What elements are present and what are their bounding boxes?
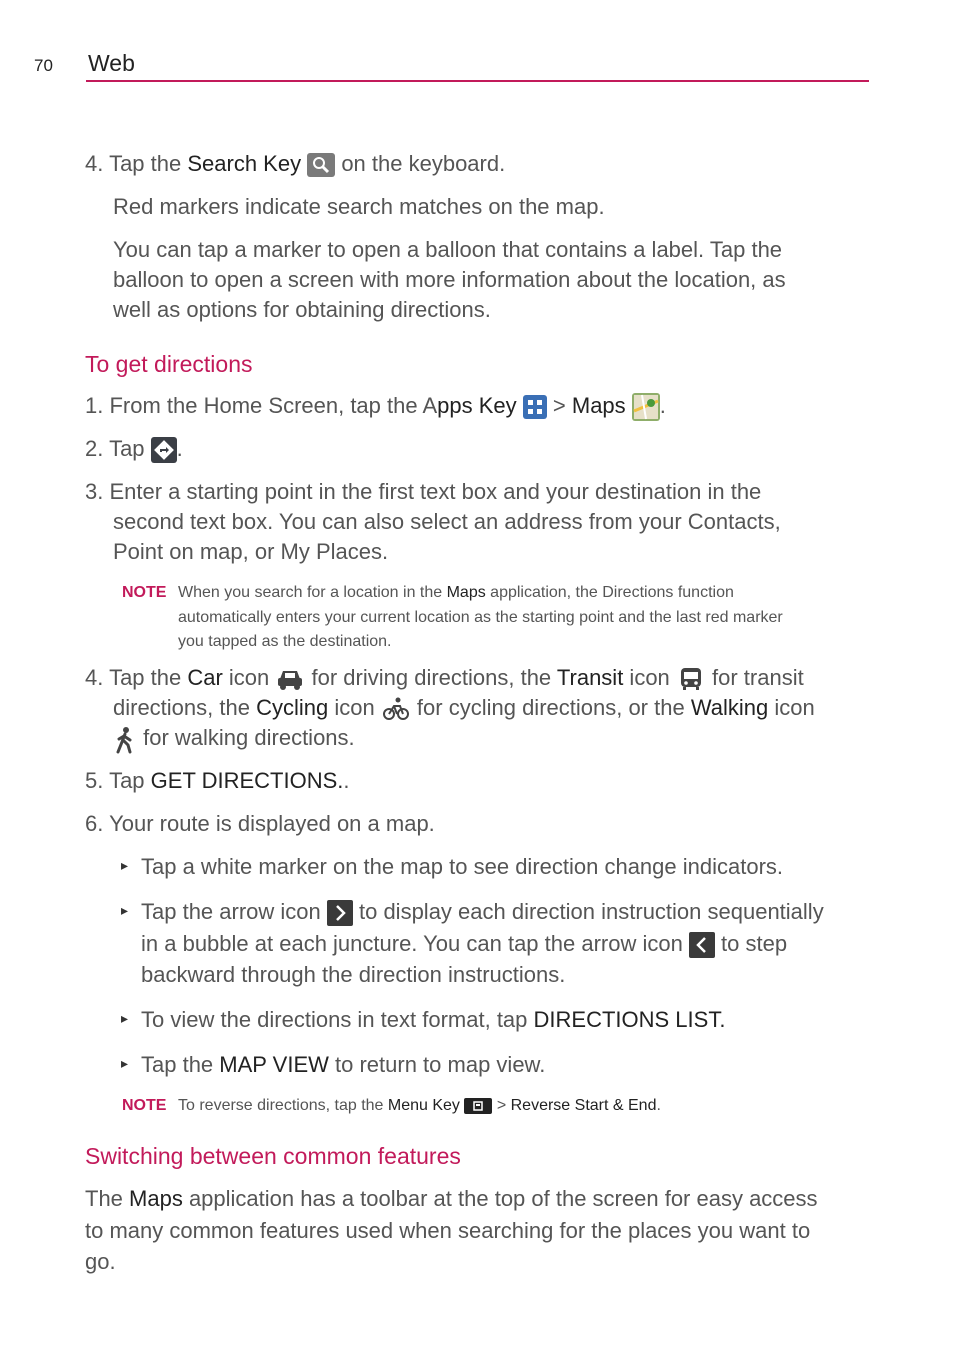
transit-icon xyxy=(676,665,706,693)
directions-step-6: 6. Your route is displayed on a map. xyxy=(85,811,435,836)
intro-step-4: 4. Tap the Search Key on the keyboard. xyxy=(85,151,506,176)
maps-icon xyxy=(632,393,660,421)
intro-para-2: You can tap a marker to open a balloon that contains a label. Tap the balloon to open a screen with more information about the location, as well as options for obtaining directions. xyxy=(113,237,786,322)
directions-step-3: 3. Enter a starting point in the first text box and your destination in the second text box. You can also select an address from your Contacts, Point on map, or My Places. xyxy=(85,479,781,564)
directions-step-4: 4. Tap the Car icon for driving directions, the Transit icon for transit directions, the Cycling icon for cycling directions, or the Walking icon for walking directions. xyxy=(85,663,815,754)
directions-icon xyxy=(151,437,177,463)
note-label: NOTE xyxy=(122,584,167,601)
directions-step-5: 5. Tap GET DIRECTIONS.. xyxy=(85,768,350,793)
bullet-arrow-icon: ▸ xyxy=(121,1010,129,1026)
arrow-right-icon xyxy=(327,900,353,926)
bullet-4: Tap the MAP VIEW to return to map view. xyxy=(141,1052,546,1077)
bullet-arrow-icon: ▸ xyxy=(121,1055,129,1071)
header-rule xyxy=(86,80,869,82)
directions-step-2: 2. Tap . xyxy=(85,434,183,464)
page-number: 70 xyxy=(34,56,53,75)
bullet-2: Tap the arrow icon to display each direction instruction sequentially in a bubble at each juncture. You can tap the arrow icon to step backward through the direction instructions. xyxy=(141,899,824,987)
directions-step-1: 1. From the Home Screen, tap the Apps Key > Maps . xyxy=(85,391,666,421)
intro-para-1: Red markers indicate search matches on the map. xyxy=(113,194,605,219)
search-key-label: Search Key xyxy=(187,151,302,176)
switching-paragraph: The Maps application has a toolbar at the top of the screen for easy access to many common features used when searching for the places you want to go. xyxy=(85,1186,818,1274)
apps-icon xyxy=(523,395,547,419)
walking-icon xyxy=(113,726,137,754)
bullet-1: Tap a white marker on the map to see direction change indicators. xyxy=(141,854,784,879)
section-title: Web xyxy=(88,50,135,76)
cycling-icon xyxy=(381,695,411,723)
bullet-arrow-icon: ▸ xyxy=(121,902,129,918)
note-label: NOTE xyxy=(122,1097,167,1114)
note-1: When you search for a location in the Maps application, the Directions function automatically enters your current location as the starting point and the last red marker you tapped as the destination. xyxy=(178,584,783,650)
directions-heading: To get directions xyxy=(85,351,253,377)
arrow-left-icon xyxy=(689,932,715,958)
car-icon xyxy=(275,665,305,693)
menu-key-icon xyxy=(464,1098,492,1114)
bullet-3: To view the directions in text format, tap DIRECTIONS LIST. xyxy=(141,1007,726,1032)
search-icon xyxy=(307,153,335,177)
note-2: To reverse directions, tap the Menu Key > Reverse Start & End. xyxy=(178,1097,661,1114)
switching-heading: Switching between common features xyxy=(85,1143,461,1169)
bullet-arrow-icon: ▸ xyxy=(121,857,129,873)
